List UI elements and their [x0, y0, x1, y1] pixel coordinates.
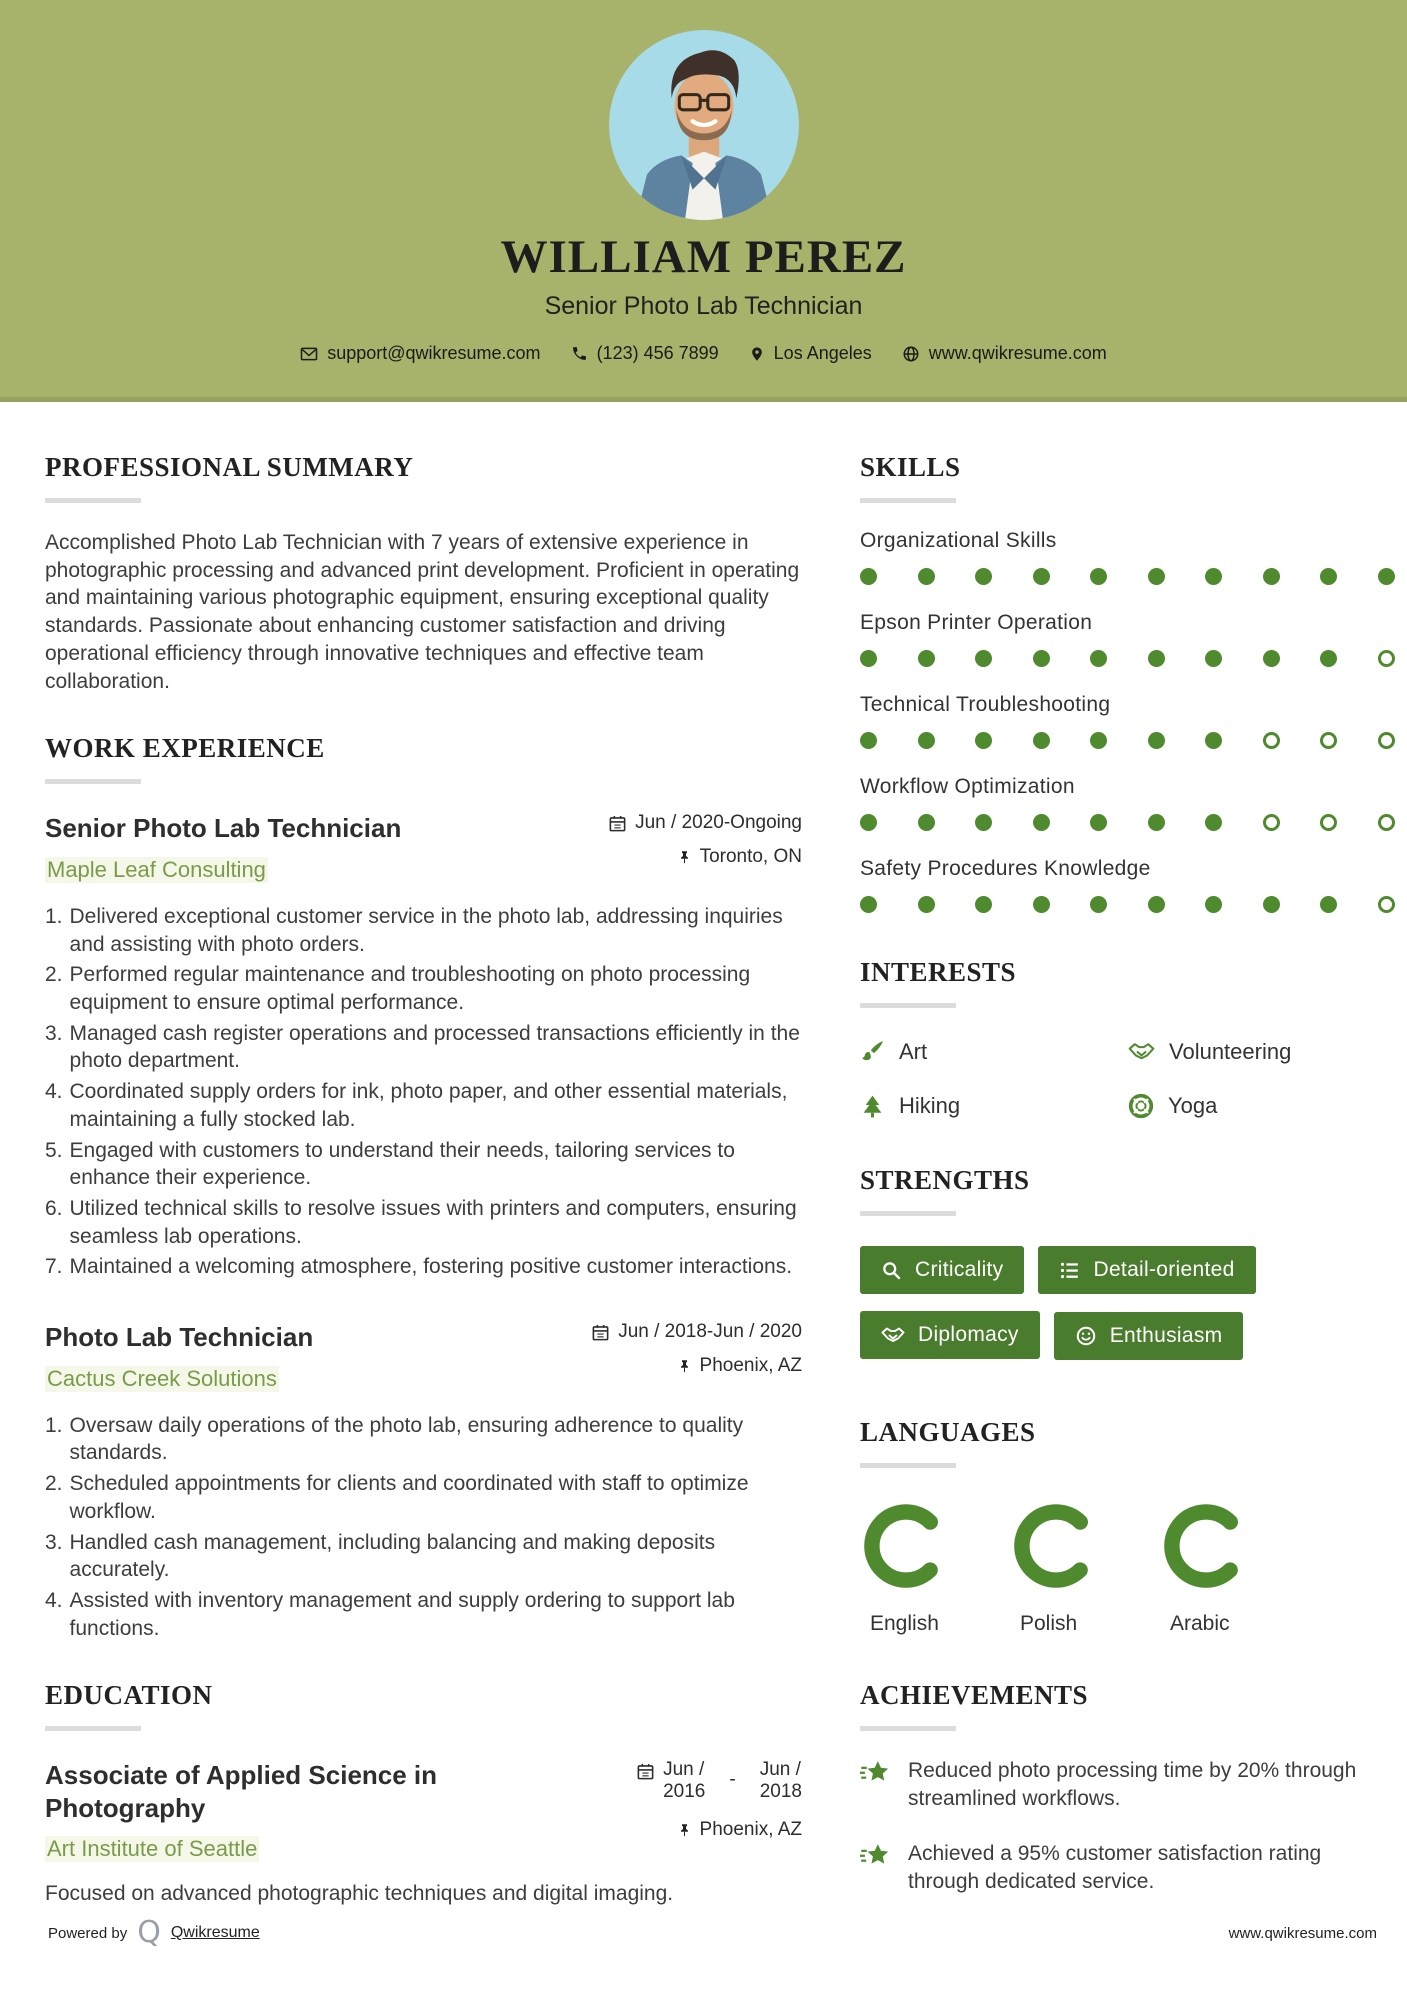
rating-dot-filled — [1205, 650, 1222, 667]
skill-name: Organizational Skills — [860, 529, 1057, 552]
rating-dot-filled — [860, 732, 877, 749]
bullet-item: 4. Assisted with inventory management and supply ordering to support lab functions. — [45, 1588, 735, 1640]
interest-label: Art — [899, 1038, 928, 1064]
star-badge-icon — [860, 1842, 892, 1872]
contact-email-text: support@qwikresume.com — [327, 343, 541, 363]
handshake-icon — [1128, 1038, 1155, 1065]
rating-dot-filled — [1148, 568, 1165, 585]
rating-dot-filled — [860, 650, 877, 667]
skill-name: Safety Procedures Knowledge — [860, 857, 1151, 880]
phone-icon — [571, 345, 588, 362]
job-location: Toronto, ON — [699, 846, 802, 868]
rating-dot-empty — [1378, 732, 1395, 749]
rating-dot-filled — [1320, 568, 1337, 585]
skill-row — [860, 693, 1395, 749]
rating-dot-filled — [1033, 814, 1050, 831]
achievement-item — [860, 1757, 1395, 1814]
pushpin-icon — [677, 849, 692, 866]
bullet-item: 3. Handled cash management, including balancing and making deposits accurately. — [45, 1530, 716, 1582]
contact-website-text: www.qwikresume.com — [928, 343, 1107, 363]
skill-row — [860, 775, 1395, 831]
interest-hiking — [860, 1093, 1128, 1119]
person-name: WILLIAM PEREZ — [500, 231, 907, 283]
interest-label: Yoga — [1168, 1093, 1218, 1118]
achievement-text: Achieved a 95% customer satisfaction rating through dedicated service. — [908, 1841, 1322, 1894]
job-location: Phoenix, AZ — [699, 1355, 802, 1377]
smiley-icon — [1075, 1325, 1097, 1347]
location-icon — [749, 345, 765, 363]
rating-dot-filled — [1263, 568, 1280, 585]
contact-website[interactable] — [902, 343, 1107, 364]
rating-dot-empty — [1378, 896, 1395, 913]
job-entry — [45, 1321, 802, 1642]
heading-rule — [45, 498, 141, 503]
languages-heading: LANGUAGES — [860, 1417, 1036, 1447]
bullet-item: 2. Scheduled appointments for clients and coordinated with staff to optimize workflow. — [45, 1472, 749, 1523]
heading-rule — [860, 1211, 956, 1216]
interest-label: Volunteering — [1169, 1038, 1292, 1064]
section-languages — [860, 1417, 1395, 1636]
bullet-item: 1. Delivered exceptional customer service in the photo lab, addressing inquiries and assisting with photo orders. — [45, 904, 783, 956]
achievement-text: Reduced photo processing time by 20% through streamlined workflows. — [908, 1759, 1357, 1811]
rating-dot-filled — [1148, 896, 1165, 913]
strength-label: Enthusiasm — [1109, 1324, 1223, 1347]
right-column — [860, 452, 1395, 1944]
interest-art — [860, 1038, 1128, 1065]
skill-rating — [860, 650, 1395, 667]
contact-phone — [571, 343, 719, 364]
heading-rule — [860, 1003, 956, 1008]
yoga-icon — [1128, 1093, 1154, 1119]
degree-title: Associate of Applied Science in Photography — [45, 1760, 438, 1823]
section-professional-summary — [45, 452, 802, 695]
rating-dot-empty — [1320, 814, 1337, 831]
date-separator: - — [729, 1769, 736, 1791]
bullet-item: 2. Performed regular maintenance and troubleshooting on photo processing equipment to ensure optimal performance. — [45, 963, 751, 1014]
strength-label: Criticality — [915, 1258, 1004, 1281]
skill-rating — [860, 568, 1395, 585]
interest-yoga — [1128, 1093, 1395, 1119]
rating-dot-empty — [1378, 650, 1395, 667]
footer — [48, 1915, 1377, 1950]
job-title: Senior Photo Lab Technician — [45, 813, 402, 844]
rating-dot-filled — [975, 732, 992, 749]
education-date-start: Jun / 2016 — [663, 1759, 706, 1803]
rating-dot-filled — [860, 568, 877, 585]
magnifier-icon — [881, 1260, 902, 1281]
handshake-icon — [881, 1323, 905, 1347]
section-strengths — [860, 1165, 1395, 1377]
section-education — [45, 1680, 802, 1906]
rating-dot-filled — [1148, 732, 1165, 749]
language-label: Polish — [1020, 1612, 1078, 1635]
job-bullets — [45, 903, 802, 1281]
achievement-item — [860, 1840, 1395, 1897]
rating-dot-filled — [1263, 650, 1280, 667]
globe-icon — [902, 345, 920, 363]
language-progress-ring — [1162, 1502, 1250, 1590]
education-location: Phoenix, AZ — [699, 1819, 802, 1841]
rating-dot-filled — [918, 896, 935, 913]
profile-photo — [609, 30, 799, 220]
rating-dot-filled — [1320, 650, 1337, 667]
strength-chip-diplomacy — [860, 1311, 1040, 1359]
bullet-item: 3. Managed cash register operations and processed transactions efficiently in the photo department. — [45, 1021, 800, 1073]
rating-dot-filled — [1090, 732, 1107, 749]
powered-by-label: Powered by — [48, 1924, 128, 1942]
section-work-experience — [45, 733, 802, 1642]
rating-dot-empty — [1263, 732, 1280, 749]
bullet-item: 1. Oversaw daily operations of the photo lab, ensuring adherence to quality standards. — [45, 1413, 744, 1465]
skill-name: Epson Printer Operation — [860, 611, 1093, 634]
rating-dot-filled — [1205, 568, 1222, 585]
heading-rule — [45, 779, 141, 784]
job-company: Cactus Creek Solutions — [47, 1365, 277, 1391]
rating-dot-filled — [1090, 650, 1107, 667]
rating-dot-filled — [1090, 896, 1107, 913]
rating-dot-filled — [1090, 568, 1107, 585]
list-icon — [1059, 1260, 1080, 1281]
rating-dot-filled — [1320, 896, 1337, 913]
interest-label: Hiking — [899, 1093, 961, 1118]
rating-dot-filled — [975, 568, 992, 585]
skill-row — [860, 611, 1395, 667]
summary-text: Accomplished Photo Lab Technician with 7 years of extensive experience in photographic processing and advanced print development. Proficient in operating and maintaining various photographic equipment, ensuring exceptional quality standards. Passionate about enhancing customer satisfaction and driving operational efficiency through innovative techniques and effective team collaboration. — [45, 531, 800, 693]
job-dates: Jun / 2018-Jun / 2020 — [618, 1321, 802, 1343]
contact-location — [749, 343, 872, 364]
section-interests — [860, 957, 1395, 1119]
section-skills — [860, 452, 1395, 913]
rating-dot-filled — [1033, 650, 1050, 667]
language-polish — [1010, 1502, 1160, 1636]
contact-phone-text: (123) 456 7899 — [596, 343, 719, 363]
pushpin-icon — [677, 1358, 692, 1375]
rating-dot-filled — [860, 814, 877, 831]
rating-dot-filled — [918, 814, 935, 831]
job-company: Maple Leaf Consulting — [47, 856, 266, 882]
school-name: Art Institute of Seattle — [47, 1836, 258, 1862]
rating-dot-filled — [918, 732, 935, 749]
job-bullets — [45, 1412, 802, 1643]
education-heading: EDUCATION — [45, 1680, 213, 1711]
rating-dot-filled — [860, 896, 877, 913]
paintbrush-icon — [860, 1039, 885, 1064]
rating-dot-filled — [1378, 568, 1395, 585]
rating-dot-filled — [975, 814, 992, 831]
job-title: Photo Lab Technician — [45, 1322, 314, 1353]
rating-dot-empty — [1378, 814, 1395, 831]
rating-dot-filled — [1205, 896, 1222, 913]
education-date-end: Jun / 2018 — [759, 1759, 802, 1803]
tree-icon — [860, 1094, 885, 1119]
language-label: Arabic — [1170, 1612, 1230, 1635]
left-column — [45, 452, 802, 1944]
footer-site-url[interactable]: www.qwikresume.com — [1228, 1924, 1377, 1942]
strength-label: Detail-oriented — [1093, 1258, 1235, 1281]
skill-rating — [860, 814, 1395, 831]
pushpin-icon — [677, 1822, 692, 1839]
skills-heading: SKILLS — [860, 452, 961, 482]
skill-row — [860, 529, 1395, 585]
calendar-icon — [608, 814, 627, 833]
experience-heading: WORK EXPERIENCE — [45, 733, 325, 764]
contact-email[interactable] — [300, 343, 540, 364]
skill-rating — [860, 896, 1395, 913]
language-english — [860, 1502, 1010, 1636]
rating-dot-filled — [918, 650, 935, 667]
email-icon — [300, 345, 318, 363]
rating-dot-filled — [1205, 814, 1222, 831]
interest-volunteering — [1128, 1038, 1395, 1065]
contact-row — [0, 343, 1407, 364]
strengths-heading: STRENGTHS — [860, 1165, 1030, 1195]
heading-rule — [860, 1463, 956, 1468]
strength-chip-detail-oriented — [1038, 1246, 1255, 1294]
rating-dot-filled — [1148, 650, 1165, 667]
qwikresume-logo: Q — [137, 1915, 161, 1950]
rating-dot-filled — [918, 568, 935, 585]
heading-rule — [860, 1726, 956, 1731]
language-progress-ring — [862, 1502, 950, 1590]
heading-rule — [860, 498, 956, 503]
qwikresume-link[interactable]: Qwikresume — [170, 1924, 260, 1941]
star-badge-icon — [860, 1759, 892, 1789]
skill-row — [860, 857, 1395, 913]
strength-chip-criticality — [860, 1246, 1024, 1294]
skill-rating — [860, 732, 1395, 749]
person-title: Senior Photo Lab Technician — [544, 292, 863, 320]
section-achievements — [860, 1680, 1395, 1896]
language-label: English — [870, 1612, 939, 1635]
skill-name: Technical Troubleshooting — [860, 693, 1111, 716]
job-entry — [45, 812, 802, 1281]
skill-name: Workflow Optimization — [860, 775, 1075, 798]
contact-location-text: Los Angeles — [773, 343, 872, 363]
rating-dot-filled — [1263, 896, 1280, 913]
header — [0, 0, 1407, 402]
language-progress-ring — [1012, 1502, 1100, 1590]
interests-heading: INTERESTS — [860, 957, 1017, 987]
bullet-item: 5. Engaged with customers to understand their needs, tailoring services to enhance their experience. — [45, 1138, 735, 1190]
rating-dot-filled — [975, 896, 992, 913]
rating-dot-filled — [1205, 732, 1222, 749]
rating-dot-filled — [1090, 814, 1107, 831]
bullet-item: 6. Utilized technical skills to resolve issues with printers and computers, ensuring seamless lab operations. — [45, 1197, 797, 1248]
heading-rule — [45, 1726, 141, 1731]
rating-dot-filled — [1033, 568, 1050, 585]
education-description: Focused on advanced photographic techniques and digital imaging. — [45, 1882, 674, 1906]
summary-heading: PROFESSIONAL SUMMARY — [45, 452, 414, 482]
achievements-heading: ACHIEVEMENTS — [860, 1680, 1089, 1710]
bullet-item: 7. Maintained a welcoming atmosphere, fostering positive customer interactions. — [45, 1255, 793, 1279]
rating-dot-filled — [1033, 732, 1050, 749]
calendar-icon — [636, 1762, 655, 1781]
rating-dot-filled — [1148, 814, 1165, 831]
rating-dot-filled — [1033, 896, 1050, 913]
strength-label: Diplomacy — [918, 1323, 1019, 1346]
language-arabic — [1160, 1502, 1310, 1636]
strength-chip-enthusiasm — [1054, 1312, 1244, 1360]
job-dates: Jun / 2020-Ongoing — [635, 812, 802, 834]
bullet-item: 4. Coordinated supply orders for ink, photo paper, and other essential materials, maintaining a fully stocked lab. — [45, 1080, 788, 1131]
rating-dot-empty — [1320, 732, 1337, 749]
rating-dot-empty — [1263, 814, 1280, 831]
calendar-icon — [591, 1323, 610, 1342]
rating-dot-filled — [975, 650, 992, 667]
